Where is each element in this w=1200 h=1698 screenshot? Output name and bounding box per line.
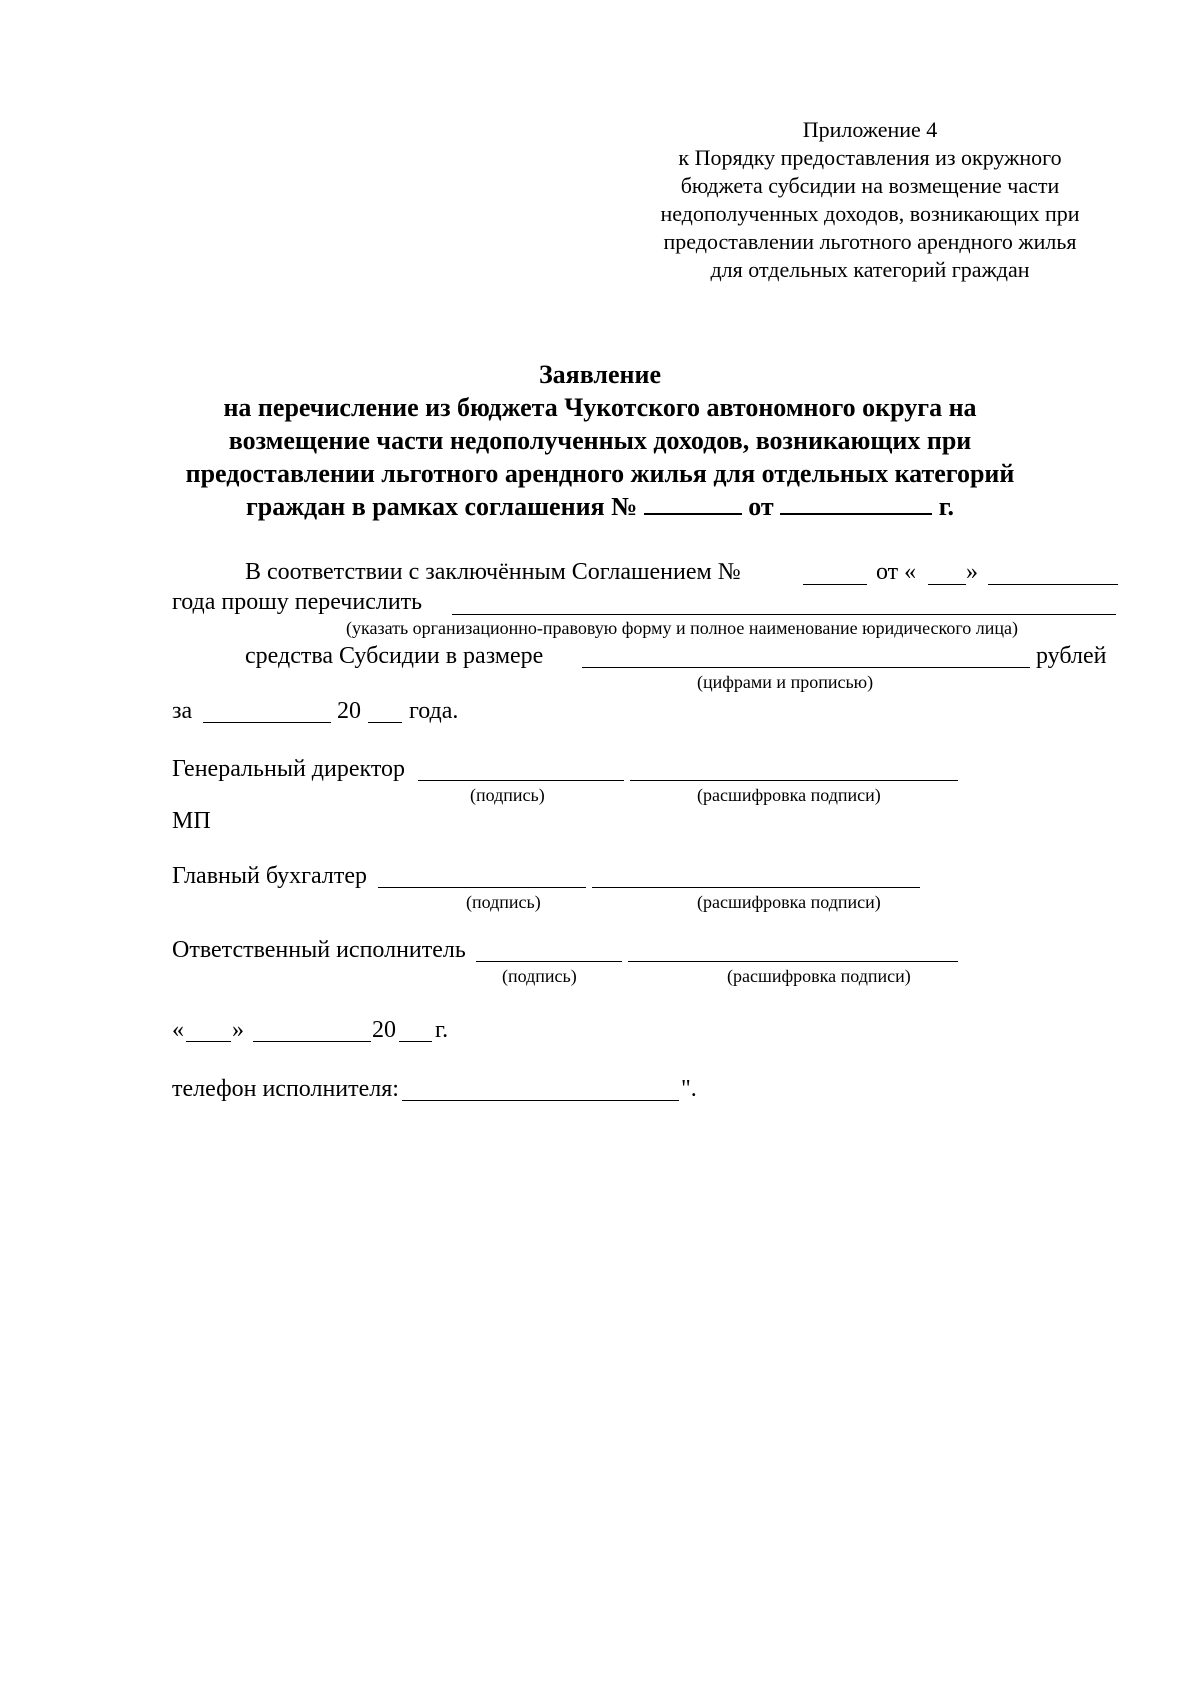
body-from-label: от « (876, 559, 917, 585)
period-year-field[interactable] (368, 722, 402, 723)
period-year-prefix: 20 (337, 698, 361, 724)
executor-label: Ответственный исполнитель (172, 937, 466, 963)
body-line-1-text: В соответствии с заключённым Соглашением № (245, 559, 741, 585)
date-year-field[interactable] (399, 1041, 432, 1042)
soglashenie-day-field[interactable] (928, 584, 966, 585)
date-quote-close: » (232, 1017, 244, 1043)
document-title: Заявление (538, 360, 662, 389)
date-month-field[interactable] (253, 1041, 371, 1042)
organization-name-field[interactable] (452, 614, 1116, 615)
accountant-label: Главный бухгалтер (172, 863, 367, 889)
phone-label: телефон исполнителя: (172, 1076, 399, 1102)
agreement-number-field[interactable] (644, 493, 742, 515)
phone-field[interactable] (402, 1100, 679, 1101)
date-year-suffix: г. (435, 1017, 449, 1043)
annex-line-2: бюджета субсидии на возмещение части (680, 173, 1060, 198)
soglashenie-number-field[interactable] (803, 584, 867, 585)
currency-label: рублей (1036, 643, 1107, 669)
accountant-sign-hint: (подпись) (466, 892, 541, 912)
director-decode-hint: (расшифровка подписи) (697, 785, 881, 805)
body-line-1 (245, 558, 741, 586)
date-quote-open: « (172, 1017, 184, 1043)
director-name-field[interactable] (630, 780, 958, 781)
body-quote-close: » (966, 559, 978, 585)
director-sign-hint: (подпись) (470, 785, 545, 805)
body-line-2-text: года прошу перечислить (172, 589, 423, 615)
heading-line-2: возмещение части недополученных доходов, возникающих при (228, 426, 972, 455)
hint-organization: (указать организационно-правовую форму и полное наименование юридического лица) (346, 618, 1019, 638)
executor-decode-hint: (расшифровка подписи) (727, 966, 911, 986)
heading-line-3: предоставлении льготного арендного жилья для отдельных категорий (185, 459, 1015, 488)
director-label: Генеральный директор (172, 756, 406, 782)
heading-year-suffix: г. (938, 492, 955, 521)
executor-sign-hint: (подпись) (502, 966, 577, 986)
period-field[interactable] (203, 722, 331, 723)
accountant-signature-field[interactable] (378, 887, 586, 888)
heading-line-4 (100, 490, 1100, 523)
phone-end-mark: ". (681, 1076, 697, 1102)
director-signature-field[interactable] (418, 780, 624, 781)
annex-header (590, 116, 1150, 284)
document-heading (100, 358, 1100, 523)
annex-line-3: недополученных доходов, возникающих при (660, 201, 1080, 226)
period-prefix: за (172, 698, 193, 724)
heading-line-4-text: граждан в рамках соглашения № (245, 492, 638, 521)
executor-name-field[interactable] (628, 961, 958, 962)
accountant-name-field[interactable] (592, 887, 920, 888)
agreement-date-field[interactable] (780, 493, 932, 515)
stamp-label: МП (172, 808, 211, 834)
executor-signature-field[interactable] (476, 961, 622, 962)
annex-line-4: предоставлении льготного арендного жилья (663, 229, 1077, 254)
heading-from-label: от (748, 492, 774, 521)
soglashenie-month-field[interactable] (988, 584, 1118, 585)
date-year-prefix: 20 (372, 1017, 396, 1043)
subsidy-amount-field[interactable] (582, 667, 1030, 668)
annex-line-1: к Порядку предоставления из окружного (678, 145, 1062, 170)
body-line-3-text: средства Субсидии в размере (245, 643, 544, 669)
heading-line-1: на перечисление из бюджета Чукотского автономного округа на (223, 393, 977, 422)
annex-line-5: для отдельных категорий граждан (710, 257, 1030, 282)
accountant-decode-hint: (расшифровка подписи) (697, 892, 881, 912)
date-day-field[interactable] (186, 1041, 231, 1042)
hint-amount: (цифрами и прописью) (697, 672, 874, 692)
annex-title: Приложение 4 (802, 117, 938, 142)
period-suffix: года. (409, 698, 459, 724)
